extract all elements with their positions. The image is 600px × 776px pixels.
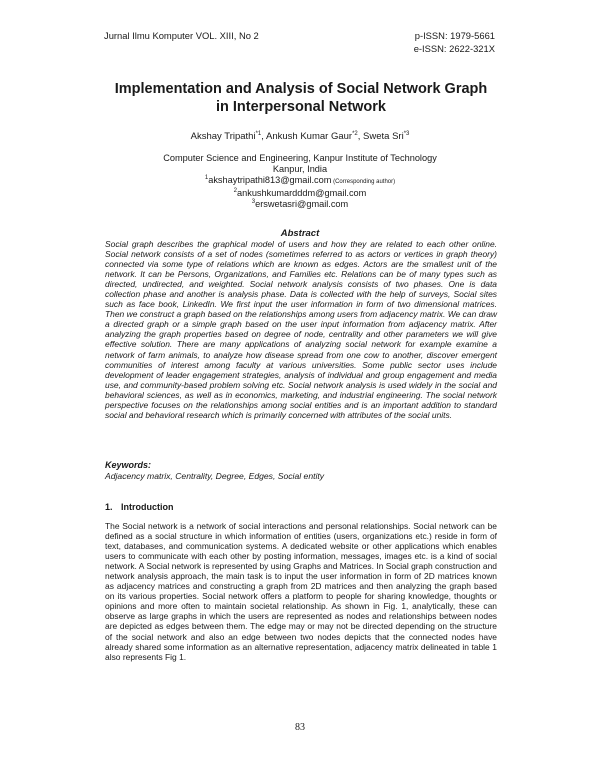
paper-title — [80, 80, 522, 116]
email-2: ankushkumardddm@gmail.com — [237, 188, 367, 198]
author-1: Akshay Tripathi — [190, 131, 256, 142]
affiliation — [0, 153, 600, 210]
author-3: , Sweta Sri — [357, 131, 404, 142]
author-3-mark: *3 — [403, 130, 410, 137]
title-line-2: in Interpersonal Network — [215, 99, 386, 115]
section-heading — [105, 502, 174, 512]
keywords-heading: Keywords: — [105, 460, 152, 470]
email-2-line — [0, 188, 600, 199]
abstract-heading: Abstract — [280, 228, 320, 239]
email-1: akshaytripathi813@gmail.com — [208, 175, 332, 185]
page-number: 83 — [295, 722, 305, 733]
email-3-line — [0, 199, 600, 210]
email-3-mark: 3 — [251, 198, 256, 205]
e-issn: e-ISSN: 2622-321X — [413, 42, 495, 54]
email-2-mark: 2 — [233, 187, 237, 194]
journal-header: Jurnal Ilmu Komputer VOL. XIII, No 2 — [104, 30, 259, 41]
abstract-text: Social graph describes the graphical model of users and how they are related to each other online. Social network consists of a set of nodes (sometimes referred to as actors or vertices in graph theory) connected via some type of relations which are known as edges. Actors are the smallest unit of the network. It can be Persons, Organizations, and Families etc. Relations can be of many types such as directed, undirected, and weighted. Social network analysis consists of two phases. One is data collection phase and another is analysis phase. Data is collected with the help of surveys, Social sites such as face book, LinkedIn. We first input the user information in form of two dimensional matrices. Then we construct a graph based on the relationships among users from adjacency matrix. We can draw a directed graph or a simple graph based on the user input information from adjacency matrix. After analyzing the graph properties based on degree of node, centrality and other parameters we will give effective solution. There are many applications of analyzing social network for example examine a network of farm animals, to analyze how disease spread from one cow to another, discover emergent communities of interest among faculty at various universities. Some public sector uses include development of leader engagement strategies, analysis of individual and group engagement and media use, and community-based problem solving etc. Social network analysis is used widely in the social and behavioral sciences, as well as in economics, marketing, and industrial engineering. The social network perspective focuses on the relationships among social entities and is an important addition to standard social and behavioral research which is primarily concerned with attributes of the social units. — [105, 239, 497, 420]
section-title: Introduction — [121, 502, 174, 512]
email-1-mark: 1 — [204, 174, 209, 181]
issn-block — [414, 30, 495, 55]
email-3: erswetasri@gmail.com — [255, 199, 349, 209]
introduction-text: The Social network is a network of social interactions and personal relationships. Social network can be defined as a social structure in which information of entities (users, organizations etc.) reside in form of text, databases, and communication systems. A dedicated website or other applications which enables users to communicate with each other by posting information, messages, images etc. is a kind of social network. A Social network is represented by using Graphs and Matrices. In Social graph construction and network analysis approach, the main task is to input the user information in form of 2D matrices known as adjacency matrices and constructing a graph from 2D matrices and then analyzing the graph based on its various properties. Social network offers a platform to people for sharing knowledge, thoughts or opinions and more often to maintain societal relationship. As shown in Fig. 1, analytically, these can observe as large graphs in which the users are represented as nodes and relationships between nodes are depicted as edges between them. The edge may or may not be directed depending on the structure of the social network and also an edge between two nodes depicts that the connected nodes have already shared some information as an alternative representation, adjacency matrix delineated in table 1 also represents Fig 1. — [105, 521, 497, 662]
title-line-1: Implementation and Analysis of Social Network Graph — [114, 81, 488, 97]
authors — [0, 131, 600, 142]
email-1-line — [0, 175, 600, 188]
city: Kanpur, India — [272, 164, 328, 174]
corresponding-note: (Corresponding author) — [331, 179, 396, 185]
author-2: , Ankush Kumar Gaur — [261, 131, 353, 142]
author-2-mark: *2 — [352, 130, 358, 137]
section-number: 1. — [105, 502, 113, 512]
department: Computer Science and Engineering, Kanpur Institute of Technology — [163, 153, 437, 163]
keywords-text: Adjacency matrix, Centrality, Degree, Edges, Social entity — [105, 471, 325, 481]
p-issn: p-ISSN: 1979-5661 — [414, 30, 495, 41]
author-1-mark: *1 — [255, 130, 262, 137]
